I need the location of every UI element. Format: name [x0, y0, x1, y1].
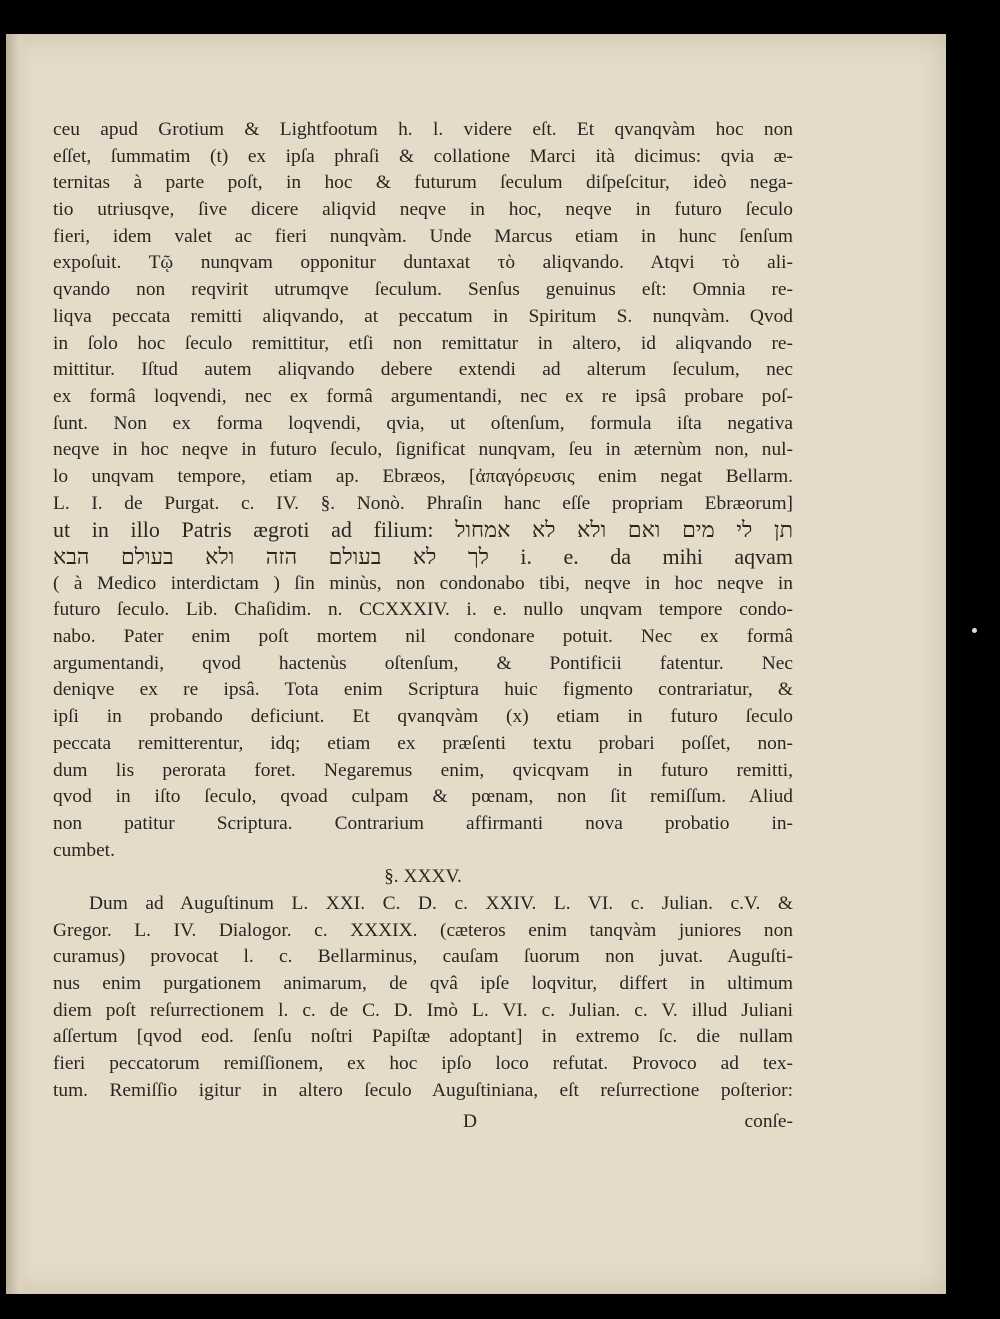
text-line: tum. Remiſſio igitur in altero ſeculo Auguſtiniana, eſt reſurrectione poſterior:: [53, 1079, 793, 1101]
text-line: lo unqvam tempore, etiam ap. Ebræos, [ἀπαγόρευσις enim negat Bellarm.: [53, 465, 793, 487]
text-line: ternitas à parte poſt, in hoc & futurum ſeculum diſpeſcitur, ideò nega-: [53, 172, 793, 194]
text-line: curamus) provocat l. c. Bellarminus, cauſam ſuorum non juvat. Auguſti-: [53, 946, 793, 968]
text-line: in ſolo hoc ſeculo remittitur, etſi non remittatur in altero, id aliqvando re-: [53, 332, 793, 354]
text-line: argumentandi, qvod hactenùs oſtenſum, & Pontificii fatentur. Nec: [53, 652, 793, 674]
text-line: fieri, idem valet ac fieri nunqvàm. Unde Marcus etiam in hunc ſenſum: [53, 225, 793, 247]
section-heading: §. XXXV.: [384, 866, 462, 888]
text-line: ſunt. Non ex forma loqvendi, qvia, ut oſtenſum, formula iſta negativa: [53, 412, 793, 434]
text-line: qvod in iſto ſeculo, qvoad culpam & pœnam, non ſit remiſſum. Aliud: [53, 786, 793, 808]
hebrew-quote-line: לך לא בעולם הזה ולא בעולם הבא i. e. da mihi aqvam: [53, 544, 793, 569]
text-line: L. I. de Purgat. c. IV. §. Nonò. Phraſin hanc eſſe propriam Ebræorum]: [53, 492, 793, 514]
signature-mark: D: [463, 1111, 478, 1133]
page-footer: [53, 1108, 793, 1136]
text-line: liqva peccata remitti aliqvando, at peccatum in Spiritum S. nunqvàm. Qvod: [53, 305, 793, 327]
text-line: tio utriusqve, ſive dicere aliqvid neqve in hoc, neqve in futuro ſeculo: [53, 199, 793, 221]
text-line: dum lis perorata foret. Negaremus enim, qvicqvam in futuro remitti,: [53, 759, 793, 781]
hebrew-quote-line: ut in illo Patris ægroti ad filium: תן לי מים ואם ולא לא אמחול: [53, 517, 793, 543]
catchword: conſe-: [744, 1111, 793, 1133]
text-line: mittitur. Iſtud autem aliqvando debere extendi ad alterum ſeculum, nec: [53, 359, 793, 381]
text-line: deniqve ex re ipsâ. Tota enim Scriptura huic figmento contrariatur, &: [53, 679, 793, 701]
text-line: non patitur Scriptura. Contrarium affirmanti nova probatio in-: [53, 812, 793, 834]
text-line: ex formâ loqvendi, nec ex formâ argumentandi, nec ex re ipsâ probare poſ-: [53, 385, 793, 407]
text-line: eſſet, ſummatim (t) ex ipſa phraſi & collatione Marci ità dicimus: qvia æ-: [53, 145, 793, 167]
text-line: Gregor. L. IV. Dialogor. c. XXXIX. (cæteros enim tanqvàm juniores non: [53, 919, 793, 941]
text-line: qvando non reqvirit utrumqve ſeculum. Senſus genuinus eſt: Omnia re-: [53, 279, 793, 301]
text-line: aſſertum [qvod eod. ſenſu noſtri Papiſtæ adoptant] in extremo ſc. die nullam: [53, 1026, 793, 1048]
text-line: neqve in hoc neqve in futuro ſeculo, ſignificat nunqvam, ſeu in æternùm non, nul-: [53, 439, 793, 461]
page-gutter-shadow: [6, 34, 28, 1294]
book-page: [6, 34, 946, 1294]
text-line: diem poſt reſurrectionem l. c. de C. D. Imò L. VI. c. Julian. c. V. illud Juliani: [53, 999, 793, 1021]
scan-artifact-dot: [972, 628, 977, 633]
text-line: expoſuit. Tῷ nunqvam opponitur duntaxat τὸ aliqvando. Atqvi τὸ ali-: [53, 252, 793, 274]
text-line: peccata remitterentur, idq; etiam ex præſenti textu probari poſſet, non-: [53, 732, 793, 754]
text-line: ceu apud Grotium & Lightfootum h. l. videre eſt. Et qvanqvàm hoc non: [53, 119, 793, 140]
text-line: nabo. Pater enim poſt mortem nil condonare potuit. Nec ex formâ: [53, 626, 793, 648]
text-line: ipſi in probando deficiunt. Et qvanqvàm (x) etiam in futuro ſeculo: [53, 706, 793, 728]
text-line: fieri peccatorum remiſſionem, ex hoc ipſo loco refutat. Provoco ad tex-: [53, 1053, 793, 1075]
text-line: cumbet.: [53, 839, 115, 861]
paragraph-first-line: Dum ad Auguſtinum L. XXI. C. D. c. XXIV. L. VI. c. Julian. c.V. &: [89, 892, 793, 914]
text-line: futuro ſeculo. Lib. Chaſidim. n. CCXXXIV. i. e. nullo unqvam tempore condo-: [53, 599, 793, 621]
text-line: ( à Medico interdictam ) ſin minùs, non condonabo tibi, neqve in hoc neqve in: [53, 572, 793, 594]
page-body: [53, 117, 793, 1136]
text-line: nus enim purgationem animarum, de qvâ ipſe loqvitur, differt in ultimum: [53, 973, 793, 994]
